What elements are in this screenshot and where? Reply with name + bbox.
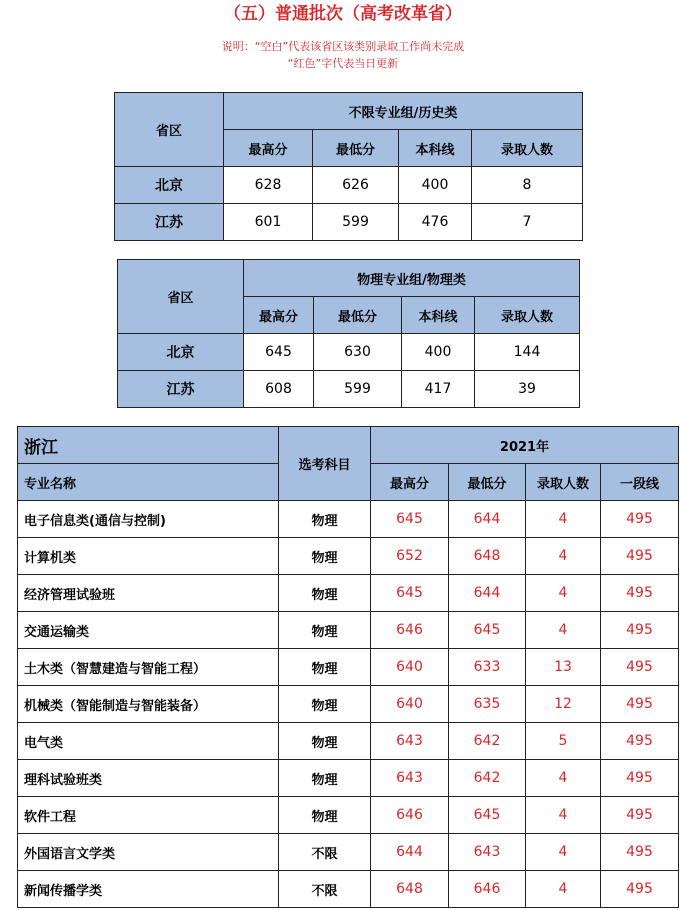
table-row bbox=[18, 871, 679, 908]
line-score-cell: 495 bbox=[601, 538, 679, 575]
column-header-min: 最低分 bbox=[449, 464, 526, 501]
table-row bbox=[18, 612, 679, 649]
subject-cell: 物理 bbox=[279, 723, 371, 760]
major-name-cell: 软件工程 bbox=[18, 797, 279, 834]
major-name-cell: 土木类（智慧建造与智能工程） bbox=[18, 649, 279, 686]
column-header-line: 本科线 bbox=[399, 130, 472, 167]
history-score-table bbox=[114, 92, 583, 241]
table-row bbox=[18, 686, 679, 723]
subject-cell: 不限 bbox=[279, 871, 371, 908]
min-score-cell: 648 bbox=[449, 538, 526, 575]
count-cell: 4 bbox=[526, 575, 601, 612]
zhejiang-score-table bbox=[17, 426, 679, 908]
group-header: 物理专业组/物理类 bbox=[244, 260, 580, 297]
note-line-2: “红色”字代表当日更新 bbox=[287, 57, 399, 70]
max-score-cell: 652 bbox=[371, 538, 449, 575]
table-row bbox=[18, 834, 679, 871]
count-cell: 13 bbox=[526, 649, 601, 686]
year-header: 2021年 bbox=[371, 427, 679, 464]
line-score-cell: 495 bbox=[601, 686, 679, 723]
max-score-cell: 645 bbox=[244, 334, 314, 371]
line-score-cell: 495 bbox=[601, 501, 679, 538]
major-header: 专业名称 bbox=[18, 464, 279, 501]
column-header-count: 录取人数 bbox=[472, 130, 583, 167]
table-row bbox=[18, 649, 679, 686]
subject-cell: 不限 bbox=[279, 834, 371, 871]
province-header: 省区 bbox=[118, 260, 244, 334]
max-score-cell: 646 bbox=[371, 612, 449, 649]
table-row bbox=[118, 334, 580, 371]
max-score-cell: 601 bbox=[224, 204, 313, 241]
max-score-cell: 608 bbox=[244, 371, 314, 408]
max-score-cell: 643 bbox=[371, 760, 449, 797]
min-score-cell: 643 bbox=[449, 834, 526, 871]
min-score-cell: 645 bbox=[449, 797, 526, 834]
subject-cell: 物理 bbox=[279, 760, 371, 797]
table-row bbox=[18, 723, 679, 760]
min-score-cell: 599 bbox=[314, 371, 402, 408]
line-score-cell: 495 bbox=[601, 834, 679, 871]
line-score-cell: 400 bbox=[399, 167, 472, 204]
major-name-cell: 电子信息类(通信与控制) bbox=[18, 501, 279, 538]
subject-cell: 物理 bbox=[279, 538, 371, 575]
min-score-cell: 633 bbox=[449, 649, 526, 686]
line-score-cell: 495 bbox=[601, 649, 679, 686]
subject-cell: 物理 bbox=[279, 612, 371, 649]
province-cell: 江苏 bbox=[118, 371, 244, 408]
major-name-cell: 经济管理试验班 bbox=[18, 575, 279, 612]
max-score-cell: 640 bbox=[371, 649, 449, 686]
table-row bbox=[115, 167, 583, 204]
table-row bbox=[18, 760, 679, 797]
min-score-cell: 635 bbox=[449, 686, 526, 723]
column-header-line: 一段线 bbox=[601, 464, 679, 501]
min-score-cell: 646 bbox=[449, 871, 526, 908]
line-score-cell: 476 bbox=[399, 204, 472, 241]
count-cell: 4 bbox=[526, 871, 601, 908]
note-line-1: 说明：“空白”代表该省区该类别录取工作尚未完成 bbox=[221, 40, 465, 53]
min-score-cell: 630 bbox=[314, 334, 402, 371]
line-score-cell: 495 bbox=[601, 612, 679, 649]
table-row bbox=[18, 538, 679, 575]
table-row bbox=[115, 204, 583, 241]
major-name-cell: 新闻传播学类 bbox=[18, 871, 279, 908]
column-header-line: 本科线 bbox=[402, 297, 475, 334]
group-header: 不限专业组/历史类 bbox=[224, 93, 583, 130]
province-cell: 江苏 bbox=[115, 204, 224, 241]
subject-cell: 物理 bbox=[279, 686, 371, 723]
min-score-cell: 642 bbox=[449, 723, 526, 760]
column-header-min: 最低分 bbox=[314, 297, 402, 334]
province-header: 浙江 bbox=[18, 427, 279, 464]
min-score-cell: 599 bbox=[313, 204, 399, 241]
major-name-cell: 机械类（智能制造与智能装备） bbox=[18, 686, 279, 723]
line-score-cell: 495 bbox=[601, 723, 679, 760]
min-score-cell: 642 bbox=[449, 760, 526, 797]
major-name-cell: 外国语言文学类 bbox=[18, 834, 279, 871]
table-row bbox=[18, 797, 679, 834]
count-cell: 144 bbox=[475, 334, 580, 371]
subject-header: 选考科目 bbox=[279, 427, 371, 501]
min-score-cell: 645 bbox=[449, 612, 526, 649]
count-cell: 8 bbox=[472, 167, 583, 204]
subject-cell: 物理 bbox=[279, 575, 371, 612]
count-cell: 12 bbox=[526, 686, 601, 723]
count-cell: 39 bbox=[475, 371, 580, 408]
max-score-cell: 628 bbox=[224, 167, 313, 204]
subject-cell: 物理 bbox=[279, 501, 371, 538]
max-score-cell: 640 bbox=[371, 686, 449, 723]
province-cell: 北京 bbox=[115, 167, 224, 204]
subject-cell: 物理 bbox=[279, 649, 371, 686]
line-score-cell: 417 bbox=[402, 371, 475, 408]
max-score-cell: 643 bbox=[371, 723, 449, 760]
max-score-cell: 644 bbox=[371, 834, 449, 871]
count-cell: 4 bbox=[526, 501, 601, 538]
max-score-cell: 648 bbox=[371, 871, 449, 908]
max-score-cell: 645 bbox=[371, 575, 449, 612]
max-score-cell: 645 bbox=[371, 501, 449, 538]
count-cell: 4 bbox=[526, 797, 601, 834]
zhejiang-table-body bbox=[18, 501, 679, 908]
major-name-cell: 理科试验班类 bbox=[18, 760, 279, 797]
line-score-cell: 495 bbox=[601, 575, 679, 612]
major-name-cell: 计算机类 bbox=[18, 538, 279, 575]
column-header-min: 最低分 bbox=[313, 130, 399, 167]
line-score-cell: 495 bbox=[601, 871, 679, 908]
count-cell: 4 bbox=[526, 834, 601, 871]
column-header-max: 最高分 bbox=[371, 464, 449, 501]
column-header-max: 最高分 bbox=[244, 297, 314, 334]
line-score-cell: 495 bbox=[601, 760, 679, 797]
line-score-cell: 495 bbox=[601, 797, 679, 834]
count-cell: 4 bbox=[526, 760, 601, 797]
major-name-cell: 交通运输类 bbox=[18, 612, 279, 649]
physics-score-table bbox=[117, 259, 580, 408]
table-row bbox=[118, 371, 580, 408]
min-score-cell: 644 bbox=[449, 575, 526, 612]
count-cell: 5 bbox=[526, 723, 601, 760]
count-cell: 4 bbox=[526, 612, 601, 649]
column-header-count: 录取人数 bbox=[526, 464, 601, 501]
table-row bbox=[18, 501, 679, 538]
province-cell: 北京 bbox=[118, 334, 244, 371]
count-cell: 7 bbox=[472, 204, 583, 241]
min-score-cell: 644 bbox=[449, 501, 526, 538]
major-name-cell: 电气类 bbox=[18, 723, 279, 760]
province-header: 省区 bbox=[115, 93, 224, 167]
max-score-cell: 646 bbox=[371, 797, 449, 834]
page-title: （五）普通批次（高考改革省） bbox=[224, 4, 462, 24]
subject-cell: 物理 bbox=[279, 797, 371, 834]
min-score-cell: 626 bbox=[313, 167, 399, 204]
column-header-max: 最高分 bbox=[224, 130, 313, 167]
table-row bbox=[18, 575, 679, 612]
column-header-count: 录取人数 bbox=[475, 297, 580, 334]
line-score-cell: 400 bbox=[402, 334, 475, 371]
count-cell: 4 bbox=[526, 538, 601, 575]
